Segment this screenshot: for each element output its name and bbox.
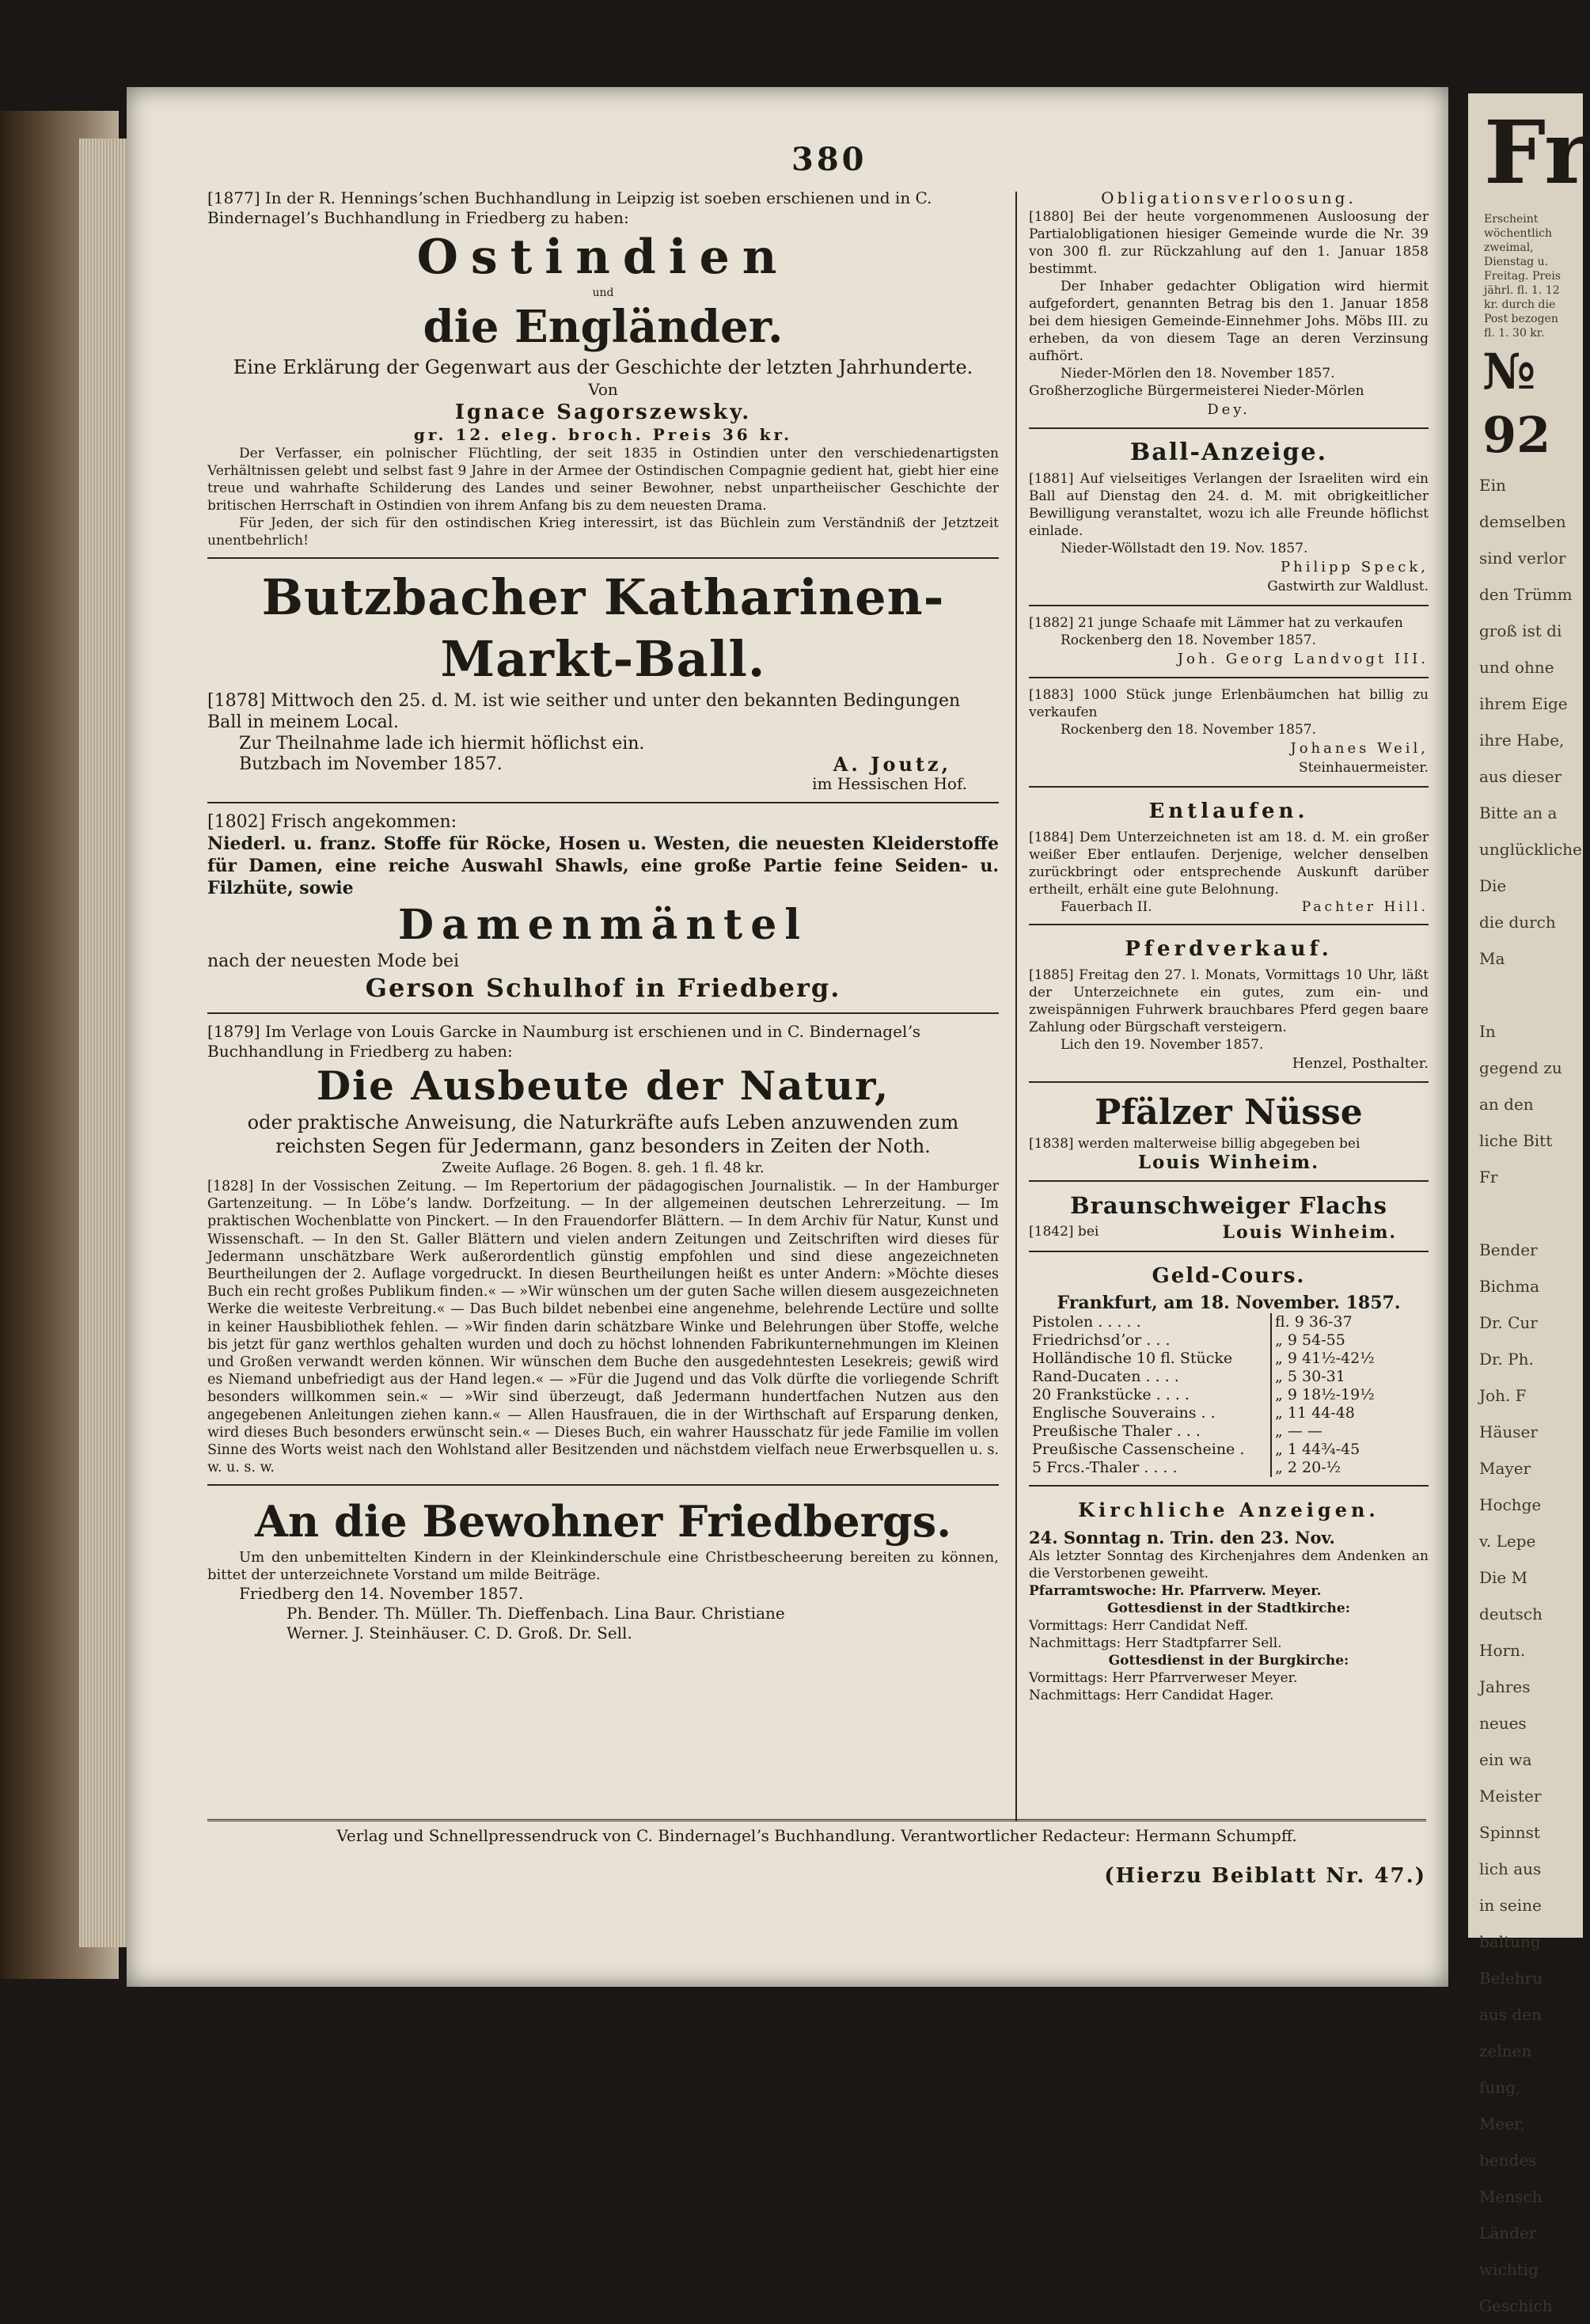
- ad-ausbeute: [207, 1022, 999, 1476]
- next-page-line: Mensch: [1479, 2187, 1543, 2206]
- rate-name: Rand-Ducaten . . . .: [1032, 1368, 1179, 1385]
- rate-value: „ 9 18½-19½: [1271, 1386, 1429, 1404]
- next-page-small-print: Erscheint wöchentlich zweimal, Dienstag u. Freitag. Preis jährl. fl. 1. 12 kr. durch die Post bezogen fl. 1. 30 kr.: [1484, 213, 1562, 340]
- ad-title-2: die Engländer.: [423, 301, 784, 353]
- imprint: Verlag und Schnellpressendruck von C. Bindernagelʼs Buchhandlung. Verantwortlicher Redacteur: Hermann Schumpff.: [207, 1819, 1426, 1845]
- ad-intro: [1877] In der R. Henningsʼschen Buchhandlung in Leipzig ist soeben erschienen und in C. Bindernagelʼs Buchhandlung in Friedberg zu haben:: [207, 188, 932, 227]
- rate-name: Englische Souverains . .: [1032, 1404, 1216, 1422]
- next-page-line: Dr. Cur: [1479, 1313, 1538, 1332]
- rate-row: [1029, 1404, 1429, 1422]
- church-text: Als letzter Sonntag des Kirchenjahres dem Andenken an die Verstorbenen geweiht.: [1029, 1548, 1429, 1582]
- ad-name: Louis Winheim.: [1222, 1222, 1397, 1243]
- ad-title: Obligationsverloosung.: [1101, 188, 1357, 207]
- ad-pferd: [1029, 933, 1429, 1073]
- ad-name: Pachter Hill.: [1301, 899, 1429, 915]
- next-page-line: [1468, 977, 1583, 1013]
- ad-place: Friedberg den 14. November 1857.: [239, 1584, 524, 1604]
- ad-schulhof: [207, 811, 999, 1004]
- page-number: 380: [791, 141, 867, 178]
- ad-ostindien: [207, 188, 999, 549]
- ad-place: Rockenberg den 18. November 1857.: [1061, 632, 1316, 648]
- next-page-line: Mayer: [1479, 1459, 1531, 1478]
- rate-row: [1029, 1350, 1429, 1368]
- ad-title: Entlaufen.: [1148, 799, 1309, 823]
- ad-names-1: Ph. Bender. Th. Müller. Th. Dieffenbach. Lina Baur. Christiane: [287, 1604, 785, 1623]
- ad-text: [1838] werden malterweise billig abgegeben bei: [1029, 1136, 1360, 1152]
- ad-line-2: Niederl. u. franz. Stoffe für Röcke, Hosen u. Westen, die neuesten Kleiderstoffe für Damen, eine reiche Auswahl Shawls, eine große Partie feine Seiden- u. Filzhüte, sowie: [207, 834, 999, 898]
- rate-value: „ 9 41½-42½: [1271, 1350, 1429, 1368]
- church-burg-nm: Nachmittags: Herr Candidat Hager.: [1029, 1688, 1274, 1703]
- rates-date: Frankfurt, am 18. November. 1857.: [1057, 1293, 1401, 1313]
- ad-names-2: Werner. J. Steinhäuser. C. D. Groß. Dr. Sell.: [287, 1623, 632, 1643]
- rate-value: fl. 9 36-37: [1271, 1313, 1429, 1331]
- ad-place: Nieder-Wöllstadt den 19. Nov. 1857.: [1061, 541, 1308, 556]
- ad-signature-row: [207, 754, 999, 774]
- rate-value: „ 9 54-55: [1271, 1331, 1429, 1350]
- next-page-line: Jahres: [1479, 1677, 1531, 1696]
- ad-line-3: nach der neuesten Mode bei: [207, 951, 460, 971]
- rates-title: Geld-Cours.: [1152, 1264, 1306, 1288]
- separator: [1029, 1180, 1429, 1182]
- ad-name-2: Steinhauermeister.: [1298, 760, 1429, 776]
- ad-obligation: [1029, 188, 1429, 420]
- ad-name-2: Gastwirth zur Waldlust.: [1267, 579, 1429, 594]
- next-page-line: ihrem Eige: [1479, 694, 1568, 713]
- ad-ball-anzeige: [1029, 437, 1429, 597]
- ad-text: [1884] Dem Unterzeichneten ist am 18. d. M. ein großer weißer Eber entlaufen. Derjenige, welcher denselben zurückbringt oder entsprechende Auskunft darüber ertheilt, erhält eine gute Belohnung.: [1029, 830, 1429, 898]
- separator: [207, 802, 999, 803]
- next-page-line: Dr. Ph.: [1479, 1350, 1534, 1369]
- right-column: [1029, 188, 1429, 1704]
- next-page-line: Joh. F: [1479, 1386, 1527, 1405]
- next-page-line: fung,: [1479, 2078, 1521, 2097]
- ad-title: An die Bewohner Friedbergs.: [254, 1496, 951, 1547]
- rate-name: 20 Frankstücke . . . .: [1032, 1386, 1190, 1403]
- ad-title: Die Ausbeute der Natur,: [316, 1062, 890, 1109]
- ad-bewohner: [207, 1494, 999, 1643]
- next-page-line: Meer,: [1479, 2114, 1525, 2133]
- ad-text: [1885] Freitag den 27. l. Monats, Vormittags 10 Uhr, läßt der Unterzeichnete ein gutes, zum ein- und zweispännigen Fuhrwerk brauchbares Pferd gegen baare Zahlung oder Bürgschaft versteigern.: [1029, 967, 1429, 1035]
- ad-title: Pferdverkauf.: [1125, 937, 1333, 961]
- next-page-line: Fr: [1479, 1168, 1498, 1187]
- next-page-line: In: [1479, 1022, 1496, 1041]
- ad-text: Um den unbemittelten Kindern in der Kleinkinderschule eine Christbescheerung bereiten zu können, bittet der unterzeichnete Vorstand um milde Beiträge.: [207, 1549, 999, 1584]
- ad-signature-row: [1029, 898, 1429, 916]
- ad-line-1: [1802] Frisch angekommen:: [207, 812, 457, 832]
- ad-title: Butzbacher Katharinen-Markt-Ball.: [261, 568, 945, 688]
- ad-text: [1881] Auf vielseitiges Verlangen der Israeliten wird ein Ball auf Dienstag den 24. d. M. mit obrigkeitlicher Bewilligung veranstaltet, wozu ich alle Freunde höflichst einlade.: [1029, 471, 1429, 539]
- rate-name: 5 Frcs.-Thaler . . . .: [1032, 1459, 1178, 1476]
- next-page-line: Bender: [1479, 1240, 1538, 1259]
- rate-name: Holländische 10 fl. Stücke: [1032, 1350, 1233, 1367]
- next-page-line: an den: [1479, 1095, 1534, 1114]
- ad-title: Braunschweiger Flachs: [1070, 1192, 1387, 1219]
- ad-name: Henzel, Posthalter.: [1292, 1055, 1429, 1072]
- rate-value: „ 1 44¾-45: [1271, 1441, 1429, 1459]
- ad-entlaufen: [1029, 796, 1429, 916]
- ad-und: und: [592, 287, 614, 299]
- church-stadt: Gottesdienst in der Stadtkirche:: [1106, 1601, 1350, 1616]
- next-page-line: Die M: [1479, 1568, 1528, 1587]
- next-page-line: Häuser: [1479, 1422, 1538, 1441]
- next-page-line: wichtig: [1479, 2260, 1539, 2279]
- next-page-line: Belehru: [1479, 1969, 1543, 1988]
- next-page-line: Meister: [1479, 1787, 1542, 1806]
- rate-name: Pistolen . . . . .: [1032, 1313, 1141, 1331]
- separator: [207, 1012, 999, 1014]
- separator: [1029, 427, 1429, 429]
- next-page-line: Ma: [1479, 949, 1505, 968]
- supplement-note: (Hierzu Beiblatt Nr. 47.): [1104, 1864, 1426, 1888]
- next-page-line: zelnen: [1479, 2041, 1532, 2060]
- rate-row: [1029, 1441, 1429, 1459]
- rate-value: „ — —: [1271, 1422, 1429, 1441]
- ad-schaafe: [1029, 614, 1429, 669]
- next-page-line: deutsch: [1479, 1604, 1543, 1623]
- next-page-line: ein wa: [1479, 1750, 1532, 1769]
- rates-table: [1029, 1313, 1429, 1477]
- next-page-line: Länder: [1479, 2223, 1537, 2242]
- next-page-line: sind verlor: [1479, 549, 1566, 568]
- rate-value: „ 2 20-½: [1271, 1459, 1429, 1477]
- ad-name-2: im Hessischen Hof.: [812, 774, 967, 793]
- rate-row: [1029, 1422, 1429, 1441]
- ad-name: Johanes Weil,: [1290, 740, 1429, 757]
- ad-author: Ignace Sagorszewsky.: [454, 401, 752, 424]
- ad-signature-row: [1029, 1223, 1429, 1243]
- ad-name: Joh. Georg Landvogt III.: [1177, 651, 1429, 667]
- rate-row: [1029, 1313, 1429, 1331]
- rate-name: Friedrichsdʼor . . .: [1032, 1331, 1171, 1349]
- rate-value: „ 5 30-31: [1271, 1368, 1429, 1386]
- next-page-line: Bitte an a: [1479, 803, 1558, 822]
- next-page-line: Geschich: [1479, 2296, 1553, 2315]
- column-divider: [1015, 192, 1017, 1821]
- separator: [1029, 605, 1429, 606]
- next-page-line: [1468, 1195, 1583, 1232]
- ad-sign: Großherzogliche Bürgermeisterei Nieder-Mörlen: [1029, 383, 1364, 399]
- next-page-line: Horn.: [1479, 1641, 1526, 1660]
- rate-name: Preußische Thaler . . .: [1032, 1422, 1201, 1440]
- ad-intro: [1879] Im Verlage von Louis Garcke in Naumburg ist erschienen und in C. Bindernagelʼs Buchhandlung in Friedberg zu haben:: [207, 1022, 920, 1061]
- next-page-line: bendes: [1479, 2151, 1537, 2170]
- next-page-line: Die: [1479, 876, 1507, 895]
- next-page-line: ihre Habe,: [1479, 731, 1565, 750]
- next-page-line: Spinnst: [1479, 1823, 1540, 1842]
- ad-invite: Zur Theilnahme lade ich hiermit höflichst ein.: [239, 734, 645, 754]
- separator: [1029, 1081, 1429, 1083]
- ad-place: Lich den 19. November 1857.: [1061, 1037, 1264, 1053]
- next-page-line: liche Bitt: [1479, 1131, 1553, 1150]
- ad-description: Der Verfasser, ein polnischer Flüchtling, der seit 1835 in Ostindien unter den verschiedenartigsten Verhältnissen gelebt und selbst fast 9 Jahre in der Armee der Ostindischen Compagnie gedient hat, giebt hier eine treue und wahrhafte Schilderung des Landes und seiner Bewohner, nebst unpartheiischer Geschichte der britischen Herrschaft in Ostindien von ihrem Anfang bis zu dem neuesten Drama.: [207, 446, 999, 514]
- ad-name: A. Joutz,: [833, 753, 951, 776]
- ad-flachs: [1029, 1190, 1429, 1243]
- ad-text: [1878] Mittwoch den 25. d. M. ist wie seither und unter den bekannten Bedingungen Ball in meinem Local.: [207, 691, 961, 732]
- ad-title: Ostindien: [416, 230, 790, 285]
- church-week: Pfarramtswoche: Hr. Pfarrverw. Meyer.: [1029, 1583, 1322, 1599]
- ad-place: Fauerbach II.: [1061, 899, 1152, 915]
- separator: [1029, 786, 1429, 788]
- rate-row: [1029, 1331, 1429, 1350]
- ad-nuesse: [1029, 1091, 1429, 1172]
- church-sunday: 24. Sonntag n. Trin. den 23. Nov.: [1029, 1528, 1335, 1547]
- next-page-line: v. Lepe: [1479, 1532, 1536, 1551]
- ad-erlen: [1029, 686, 1429, 778]
- church-notices: [1029, 1494, 1429, 1704]
- next-page-masthead: Fr: [1484, 101, 1590, 203]
- separator: [1029, 1485, 1429, 1487]
- rate-name: Preußische Cassenscheine .: [1032, 1441, 1245, 1458]
- next-page-line: Hochge: [1479, 1495, 1542, 1514]
- ad-prefix: [1842] bei: [1029, 1224, 1099, 1240]
- next-page-line: den Trümm: [1479, 585, 1573, 604]
- ad-text: [1883] 1000 Stück junge Erlenbäumchen hat billig zu verkaufen: [1029, 687, 1429, 720]
- next-page-line: und ohne: [1479, 658, 1554, 677]
- separator: [1029, 677, 1429, 678]
- next-page-line: Bichma: [1479, 1277, 1540, 1296]
- ad-title: Pfälzer Nüsse: [1095, 1092, 1363, 1133]
- ad-ball-butzbach: [207, 567, 999, 794]
- ad-subtitle: Eine Erklärung der Gegenwart aus der Geschichte der letzten Jahrhunderte.: [233, 356, 973, 378]
- ad-subtitle: oder praktische Anweisung, die Naturkräfte aufs Leben anzuwenden zum reichsten Segen für Jedermann, ganz besonders in Zeiten der Noth.: [247, 1111, 959, 1157]
- church-stadt-nm: Nachmittags: Herr Stadtpfarrer Sell.: [1029, 1635, 1282, 1651]
- ad-text-2: Der Inhaber gedachter Obligation wird hiermit aufgefordert, genannten Betrag bis den 1. Januar 1858 bei dem hiesigen Gemeinde-Einnehmer Johs. Möbs III. zu erheben, da von diesem Tage an deren Verzinsung aufhört.: [1029, 279, 1429, 364]
- ad-sign-2: Dey.: [1207, 401, 1250, 418]
- next-page-line: demselben: [1479, 512, 1566, 531]
- separator: [1029, 1251, 1429, 1252]
- next-page-line: unglückliche: [1479, 840, 1582, 859]
- ad-text: [1880] Bei der heute vorgenommenen Ausloosung der Partialobligationen hiesiger Gemeinde wurde die Nr. 39 von 300 fl. zur Rückzahlung auf den 1. Januar 1858 bestimmt.: [1029, 209, 1429, 277]
- ad-place: Rockenberg den 18. November 1857.: [1061, 722, 1316, 738]
- next-page-line: aus den: [1479, 2005, 1542, 2024]
- next-page-line: Ein: [1479, 476, 1506, 495]
- church-burg: Gottesdienst in der Burgkirche:: [1108, 1653, 1349, 1669]
- rate-value: „ 11 44-48: [1271, 1404, 1429, 1422]
- next-page-line: lich aus: [1479, 1859, 1542, 1878]
- next-page-lines: [1468, 467, 1583, 2324]
- ad-von: Von: [588, 380, 618, 399]
- next-page-line: in seine: [1479, 1896, 1542, 1915]
- ad-text: [1882] 21 junge Schaafe mit Lämmer hat zu verkaufen: [1029, 615, 1403, 631]
- left-column: [207, 188, 999, 1643]
- rate-row: [1029, 1368, 1429, 1386]
- next-page-line: die durch: [1479, 913, 1556, 932]
- next-page-number: № 92: [1482, 343, 1551, 464]
- next-page-line: baltung: [1479, 1932, 1541, 1951]
- next-page-line: aus dieser: [1479, 767, 1562, 786]
- ad-title: Ball-Anzeige.: [1129, 439, 1328, 466]
- ad-description-2: Für Jeden, der sich für den ostindischen Krieg interessirt, ist das Büchlein zum Verständniß der Jetztzeit unentbehrlich!: [207, 515, 999, 549]
- ad-edition: Zweite Auflage. 26 Bogen. 8. geh. 1 fl. 48 kr.: [442, 1160, 765, 1176]
- separator: [1029, 924, 1429, 925]
- separator: [207, 557, 999, 559]
- next-page-line: groß ist di: [1479, 621, 1562, 640]
- ad-name: Louis Winheim.: [1137, 1152, 1320, 1173]
- ad-place: Nieder-Mörlen den 18. November 1857.: [1061, 366, 1335, 382]
- separator: [207, 1484, 999, 1486]
- church-stadt-vm: Vormittags: Herr Candidat Neff.: [1029, 1618, 1249, 1634]
- footer: [207, 1819, 1426, 1888]
- next-page-fragment: [1468, 93, 1590, 2315]
- rate-row: [1029, 1386, 1429, 1404]
- ad-price: gr. 12. eleg. broch. Preis 36 kr.: [413, 425, 793, 444]
- church-title: Kirchliche Anzeigen.: [1078, 1498, 1379, 1521]
- ad-name: Philipp Speck,: [1281, 559, 1429, 575]
- ad-place: Butzbach im November 1857.: [239, 754, 503, 774]
- rate-row: [1029, 1459, 1429, 1477]
- ad-reviews: [1828] In der Vossischen Zeitung. — Im Repertorium der pädagogischen Journalistik. — In der Hamburger Gartenzeitung. — In Löbeʼs landw. Dorfzeitung. — In der allgemeinen deutschen Lehrerzeitung. — Im praktischen Wochenblatte von Pinckert. — In den Frauendorfer Blättern. — In dem Archiv für Natur, Kunst und Wissenschaft. — In den St. Galler Blättern und vielen andern Zeitungen und Zeitschriften wird dieses für Jedermann unschätzbare Werk außerordentlich günstig empfohlen und sind diese angezeichneten Beurtheilungen der 2. Auflage vorgedruckt. In diesen Beurtheilungen heißt es unter Andern: »Möchte dieses Buch ein recht großes Publikum finden.« — »Wir wünschen um der guten Sache willen diesem ausgezeichneten Werke die weiteste Verbreitung.« — Das Buch bildet nebenbei eine angenehme, belehrende Lectüre und sollte in keiner Hausbibliothek fehlen. — »Wir finden darin schätzbare Winke und Belehrungen über Stoffe, welche bis jetzt für ganz werthlos gehalten wurden und doch zu höchst lohnenden Fabrikunternehmungen im Kleinen und Großen verwandt werden können. Wir wünschen dem Buche den ausgedehntesten Lesekreis; gewiß wird es Niemand unbefriedigt aus der Hand legen.« — »Für die Jugend und das Volk dürfte die vorliegende Schrift besonders willkommen sein.« — »Wir sind überzeugt, daß Jedermann hundertfachen Nutzen aus den angegebenen Anleitungen ziehen kann.« — Allen Hausfrauen, die in der Wirthschaft auf Ersparung denken, wird dieses Buch besonders erwünscht sein.« — Dieses Buch, ein wahrer Hausschatz für jede Familie im vollen Sinne des Worts weist nach den Wohlstand aller Besitzenden und nächstdem vielfach neue Erwerbsquellen u. s. w. u. s. w.: [207, 1179, 999, 1476]
- ad-title: Damenmäntel: [397, 901, 809, 949]
- ad-name: Gerson Schulhof in Friedberg.: [365, 973, 841, 1003]
- next-page-line: neues: [1479, 1714, 1527, 1733]
- exchange-rates: [1029, 1260, 1429, 1477]
- church-burg-vm: Vormittags: Herr Pfarrverweser Meyer.: [1029, 1670, 1298, 1686]
- next-page-line: gegend zu: [1479, 1058, 1562, 1077]
